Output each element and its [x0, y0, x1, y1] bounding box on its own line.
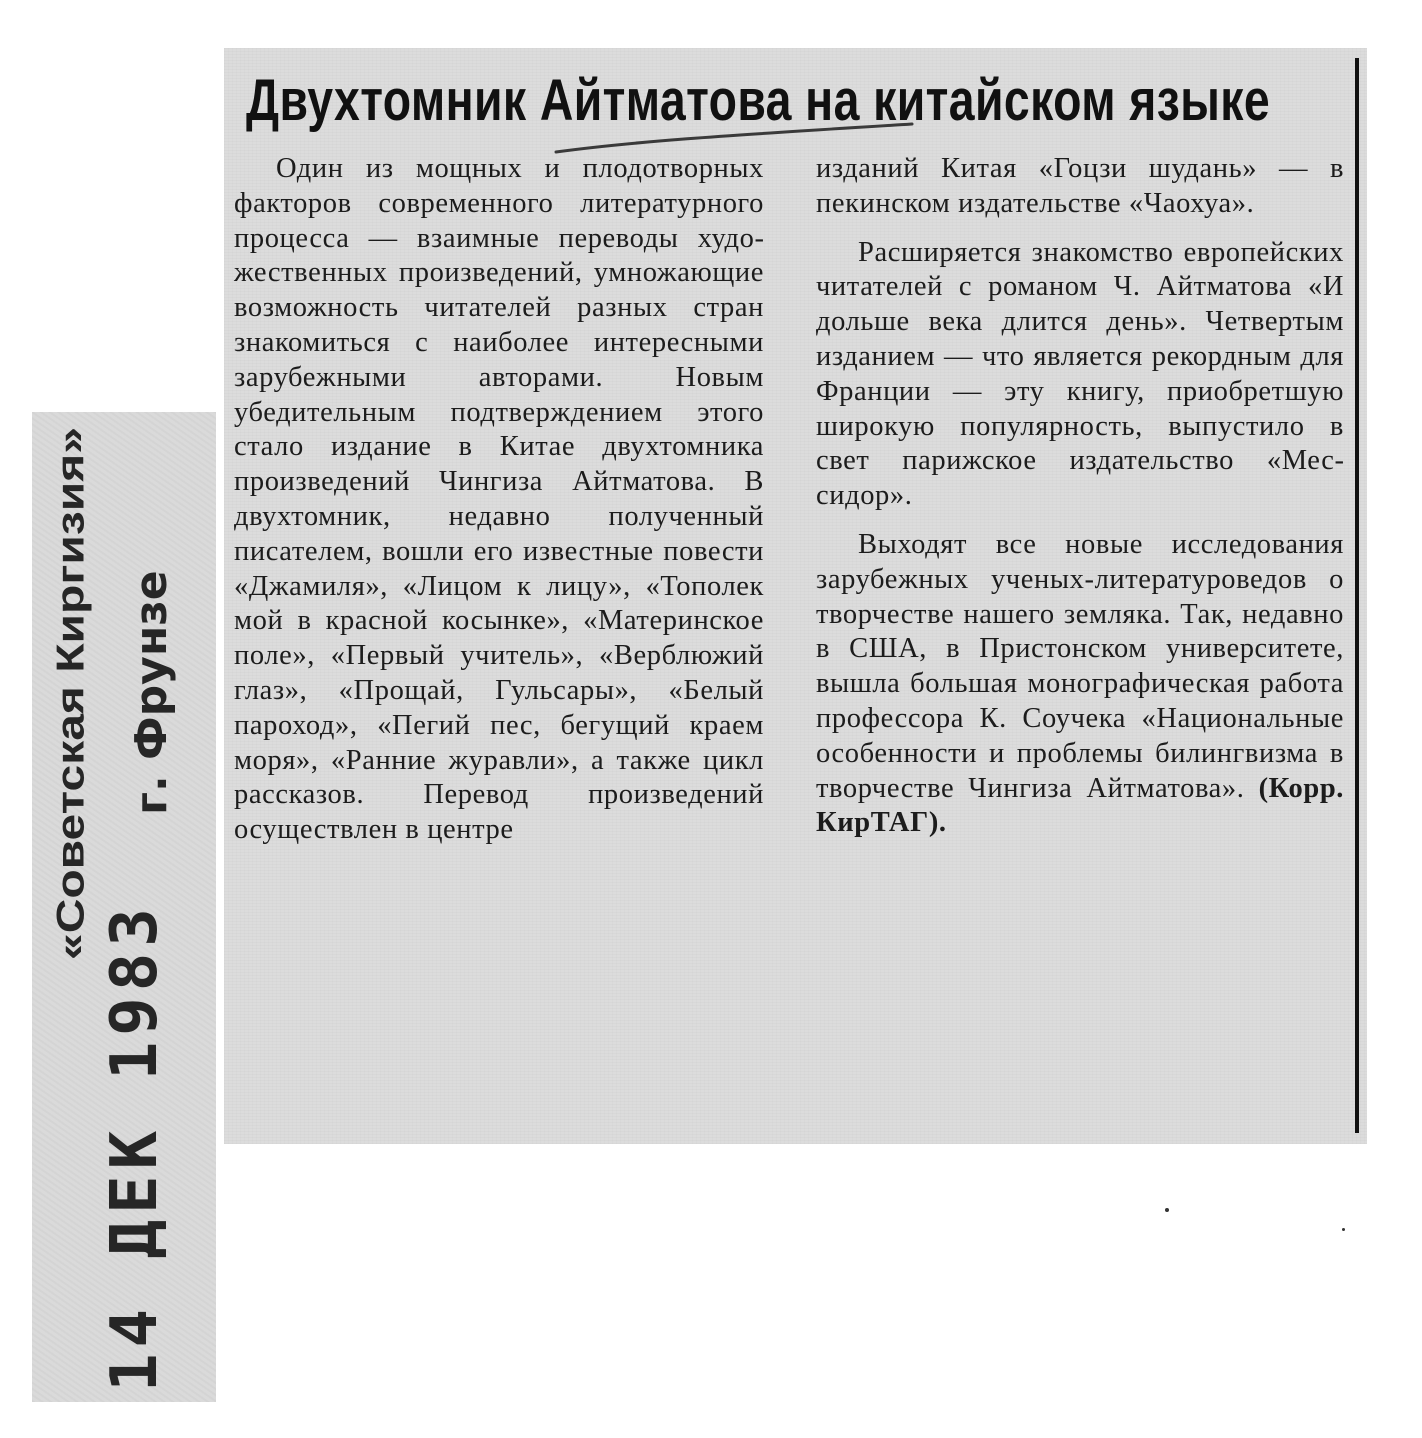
- article-byline: (Корр. КирТАГ).: [816, 772, 1344, 839]
- article-paragraph: Один из мощных и плодотворных факторов современного литературного процесса — взаимные переводы художественных произведений, умножающие возможность читателей разных стран знакомиться с наиболее интересными зарубежными авторами. Новым убедительным подтверждением этого стало издание в Китае двухтомника произведений Чингиза Айтматова. В двухтомник, недавно полученный писателем, вошли его известные повести «Джамиля», «Лицом к лицу», «Тополек мой в красной косынке», «Материнское поле», «Первый учитель», «Верблюжий глаз», «Прощай, Гульсары», «Белый пароход», «Пегий пес, бегущий краем моря», «Ранние журавли», а также цикл рассказов. Перевод произведений осуществлен в центре: [234, 153, 764, 846]
- article-column-left: [234, 152, 764, 848]
- dust-speck: [1165, 1208, 1169, 1212]
- article-paragraph: [816, 528, 1344, 841]
- stamp-city: г. Фрунзе: [126, 570, 177, 815]
- article-paragraph-continuation: изданий Китая «Гоцзи шудань» — в пекинском издательстве «Чаохуа».: [816, 153, 1344, 219]
- newspaper-clipping: [224, 48, 1367, 1144]
- article-column-right: [816, 152, 1344, 841]
- dust-speck: [1342, 1228, 1345, 1231]
- stamp-date: 14 ДЕК 1983: [98, 902, 172, 1392]
- article-headline: Двухтомник Айтматова на китайском языке: [246, 68, 1271, 133]
- stamp-newspaper-name: «Советская Киргизия»: [48, 427, 93, 960]
- column-rule: [1355, 58, 1359, 1133]
- article-paragraph-text: Выходят все новые исследования зарубежных ученых-литературоведов о творчестве нашего земляка. Так, недавно в США, в Пристонском университете, вышла большая монографическая работа профессора К. Соучека «Национальные особенности и проблемы билингвизма в творчестве Чингиза Айтматова».: [816, 528, 1344, 804]
- article-paragraph: Расширяется знакомство европейских читателей с романом Ч. Айтматова «И дольше века длится день». Четвертым изданием — что является рекордным для Франции — эту книгу, приобретшую широкую популярность, выпустило в свет парижское издательство «Мессидор».: [816, 236, 1344, 512]
